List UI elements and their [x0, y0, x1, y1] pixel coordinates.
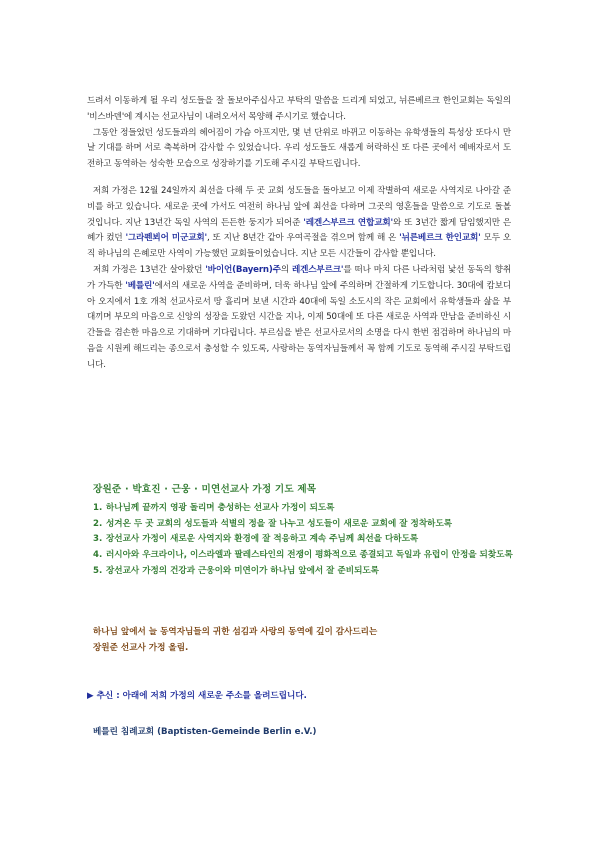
body-paragraph-2: [87, 126, 511, 173]
church-name: 베를린 침례교회 (Baptisten-Gemeinde Berlin e.V.): [93, 727, 317, 737]
highlight-nuremberg-church: '뉘른베르크 한인교회': [399, 233, 481, 244]
highlight-regensburg-church: '레겐스부르크 연합교회': [303, 217, 394, 228]
highlight-berlin: '베를린': [125, 280, 155, 291]
prayer-item: [93, 532, 523, 548]
closing-line-1: 하나님 앞에서 늘 동역자님들의 귀한 섬김과 사랑의 동역에 깊이 감사드리는: [93, 627, 378, 637]
body-paragraph-3-text-d: 모두 오직 하나님의 은혜로만 사역이 가능했던 교회들이었습니다. 지난 모든 시간들이 감사할 뿐입니다.: [87, 233, 511, 260]
prayer-list: [93, 501, 523, 580]
body-paragraph-3-text-b: 와 또 3년간 짧게 담임했지만 은혜가 컸던: [87, 217, 511, 244]
postscript: [87, 689, 307, 701]
body-paragraph-4-text-c: 를 떠나 마치 다른 나라처럼 낯선 동독의 향취가 가득한: [87, 264, 511, 291]
prayer-item: [93, 517, 523, 533]
prayer-item-number: 4.: [93, 550, 103, 561]
postscript-text: 추신 : 아래에 저희 가정의 새로운 주소를 올려드립니다.: [96, 691, 307, 701]
body-paragraph-4-text-d: 에서의 새로운 사역을 준비하며, 더욱 하나님 앞에 주의하며 간절하게 기도합니다. 30대에 캄보디아 오지에서 1호 개척 선교사로서 땅 흘리며 보낸 시간과 40대에 독일 소도시의 작은 교회에서 유학생들과 삶을 부대끼며 부모의 마음으로 신앙의 성장을 도왔던 시간을 지나, 이제 50대에 또 다른 새로운 사역과 만남을 준비하신 시간들을 겸손한 마음으로 기대하며 기다립니다. 부르심을 받은 선교사로서의 소명을 다시 한번 점검하며 하나님의 마음을 시원케 해드리는 종으로서 충성할 수 있도록, 사랑하는 동역자님들께서 꼭 함께 기도로 동역해 주시길 부탁드립니다.: [87, 280, 511, 370]
highlight-grafenwoehr-church: '그라펜뵈어 미군교회': [125, 233, 208, 244]
prayer-item-number: 3.: [93, 534, 103, 545]
arrow-right-icon: ▶: [87, 691, 94, 701]
highlight-regensburg: 레겐스부르크': [291, 264, 344, 275]
body-paragraph-4: [87, 263, 511, 374]
prayer-item-number: 1.: [93, 502, 103, 513]
body-paragraph-1: [87, 94, 511, 126]
prayer-item-number: 2.: [93, 518, 103, 529]
prayer-item-text: 하나님께 끝까지 영광 돌리며 충성하는 선교사 가정이 되도록: [106, 502, 335, 513]
prayer-item-text: 성겨온 두 곳 교회의 성도들과 석별의 정을 잘 나누고 성도들이 새로운 교회에 잘 정착하도록: [106, 518, 453, 529]
closing-signature: [93, 624, 523, 656]
prayer-item: [93, 548, 523, 564]
prayer-title: 장원준 · 박효진 · 근웅 · 미연선교사 가정 기도 제목: [93, 484, 317, 495]
prayer-requests: [93, 482, 523, 580]
body-paragraph-3: [87, 184, 511, 263]
highlight-bayern: '바이언(Bayern)주: [205, 264, 281, 275]
prayer-item: [93, 501, 523, 517]
body-paragraph-4-text-b: 의: [280, 264, 292, 275]
body-paragraph-2-text: 그동안 정들었던 성도들과의 헤어짐이 가슴 아프지만, 몇 년 단위로 바뀌고 이동하는 유학생들의 특성상 또다시 만날 기대를 하며 서로 축복하며 감사할 수 있었습니다. 우리 성도들도 새롭게 허락하신 또 다른 곳에서 예배자로서 도전하고 동역하는 성숙한 모습으로 성장하기를 기도해 주시길 부탁드립니다.: [87, 127, 511, 170]
letter-body: [87, 94, 511, 374]
body-paragraph-3-text-a: 저희 가정은 12월 24일까지 최선을 다해 두 곳 교회 성도들을 돌아보고 이제 작별하여 새로운 사역지로 나아갈 준비를 하고 있습니다. 새로운 곳에 가서도 여전히 하나님 앞에 최선을 다하며 그곳의 영혼들을 말씀으로 기도로 돌볼 것입니다. 지난 13년간 독일 사역의 든든한 둥지가 되어준: [87, 185, 511, 228]
body-paragraph-4-text-a: 저희 가정은 13년간 살아왔던: [92, 264, 206, 275]
prayer-item: [93, 564, 523, 580]
body-paragraph-1-text: 드려서 이동하게 될 우리 성도들을 잘 돌보아주십사고 부탁의 말씀을 드리게 되었고, 뉘른베르크 한인교회는 독일의 '비스바덴'에 계시는 선교사님이 내려오셔서 목양해 주시기로 했습니다.: [87, 96, 511, 122]
prayer-item-text: 장선교사 가정이 새로운 사역지와 환경에 잘 적응하고 계속 주님께 최선을 다하도록: [106, 534, 419, 545]
prayer-item-number: 5.: [93, 565, 103, 576]
prayer-item-text: 러시아와 우크라이나, 이스라엘과 팔레스타인의 전쟁이 평화적으로 종결되고 독일과 유럽이 안정을 되찾도록: [106, 550, 513, 561]
body-paragraph-3-text-c: , 또 지난 8년간 같아 우여곡절을 겪으며 함께 해 온: [207, 233, 400, 244]
closing-line-2: 장원준 선교사 가정 올림.: [93, 643, 189, 653]
prayer-item-text: 장선교사 가정의 건강과 근웅이와 미연이가 하나님 앞에서 잘 준비되도록: [106, 565, 379, 576]
